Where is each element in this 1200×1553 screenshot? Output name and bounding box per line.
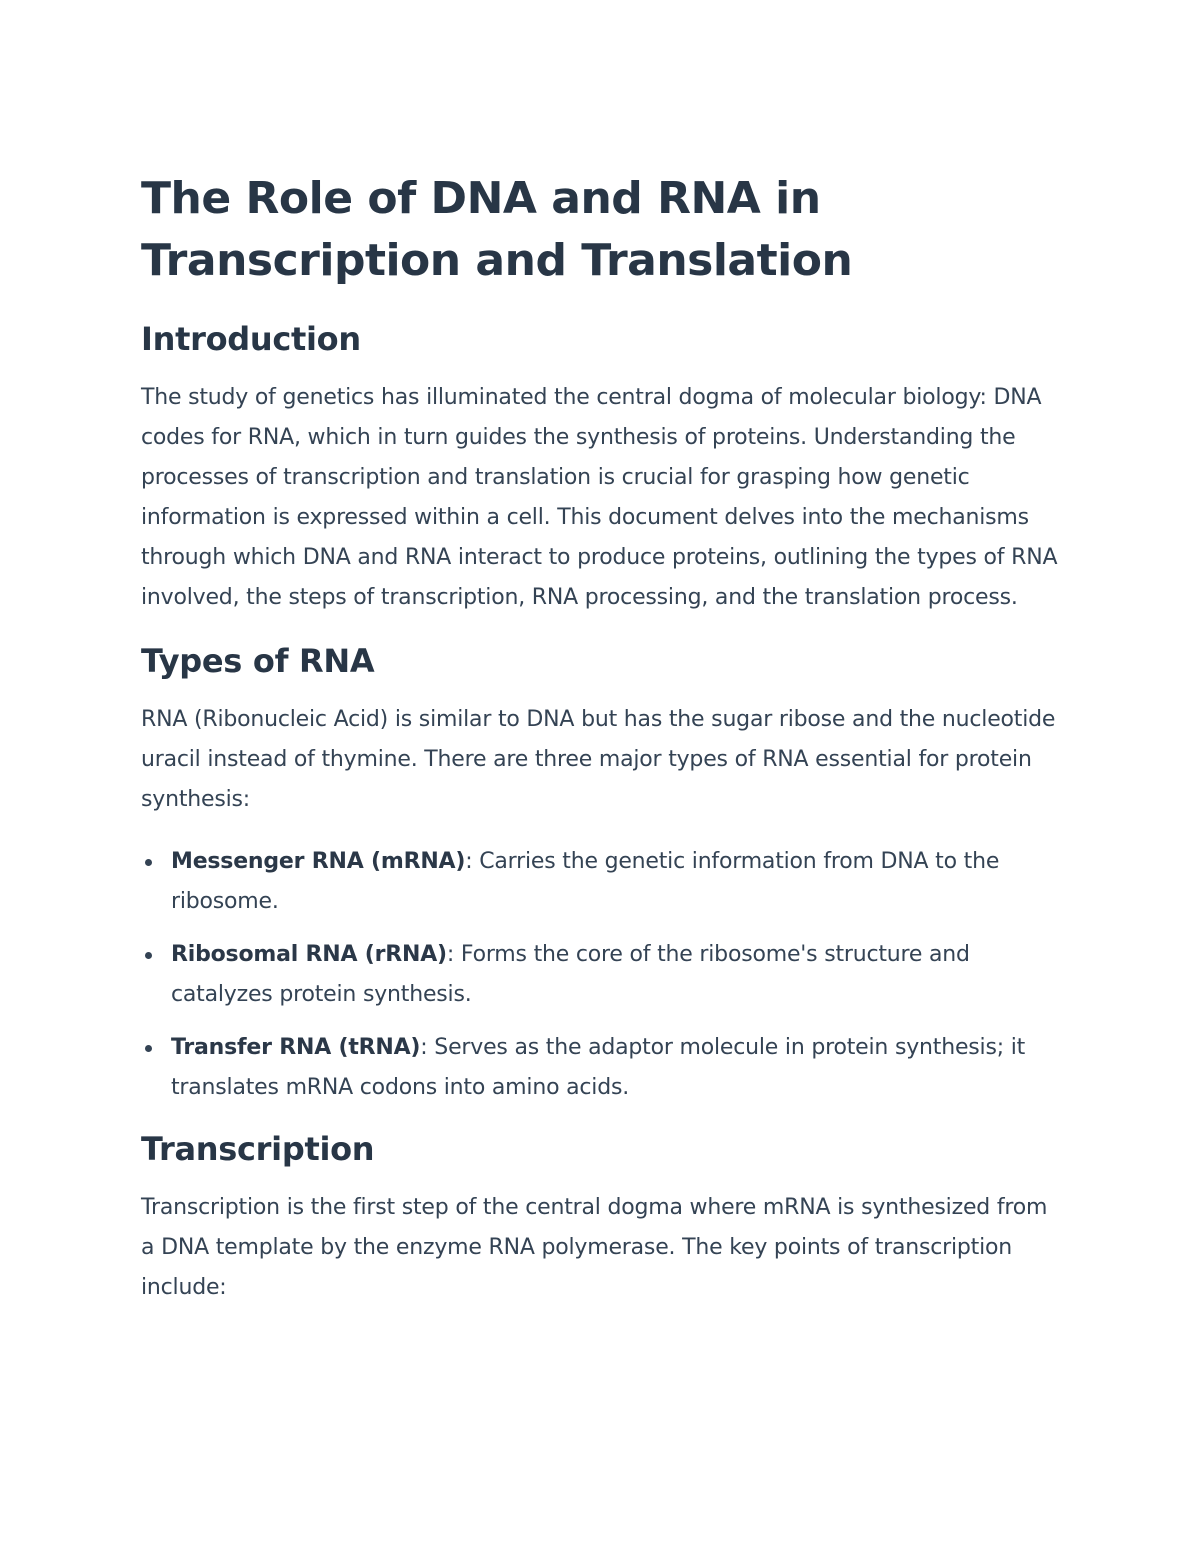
bullet-icon [145,1045,152,1052]
introduction-paragraph: The study of genetics has illuminated the central dogma of molecular biology: DNA codes for RNA, which in turn guides the synthesis of proteins. Understanding the processes of transcription and translation is crucial for grasping how genetic information is expressed within a cell. This document delves into the mechanisms through which DNA and RNA interact to produce proteins, outlining the types of RNA involved, the steps of transcription, RNA processing, and the translation process. [141,385,1058,610]
list-item [171,842,1061,922]
transcription-paragraph: Transcription is the first step of the central dogma where mRNA is synthesized from a DNA template by the enzyme RNA polymerase. The key points of transcription include: [141,1195,1048,1300]
bullet-icon [145,859,152,866]
list-item-description: : Forms the core of the ribosome's structure and catalyzes protein synthesis. [171,942,970,1007]
document-page [141,168,1061,1330]
rna-types-list [141,842,1061,1108]
list-item-term: Ribosomal RNA (rRNA) [171,942,447,967]
section-introduction [141,318,1061,618]
list-item-description: : Carries the genetic information from DNA to the ribosome. [171,849,1000,914]
bullet-icon [145,952,152,959]
types-of-rna-paragraph: RNA (Ribonucleic Acid) is similar to DNA but has the sugar ribose and the nucleotide uracil instead of thymine. There are three major types of RNA essential for protein synthesis: [141,707,1056,812]
section-transcription [141,1128,1061,1308]
document-title: The Role of DNA and RNA in Transcription and Translation [141,173,853,286]
list-item-description: : Serves as the adaptor molecule in protein synthesis; it translates mRNA codons into amino acids. [171,1035,1026,1100]
section-heading-introduction: Introduction [141,320,361,358]
list-item [171,935,1061,1015]
section-heading-types-of-rna: Types of RNA [141,642,375,680]
list-item [171,1028,1061,1108]
section-heading-transcription: Transcription [141,1130,375,1168]
list-item-term: Messenger RNA (mRNA) [171,849,466,874]
list-item-term: Transfer RNA (tRNA) [171,1035,421,1060]
section-types-of-rna [141,640,1061,1108]
